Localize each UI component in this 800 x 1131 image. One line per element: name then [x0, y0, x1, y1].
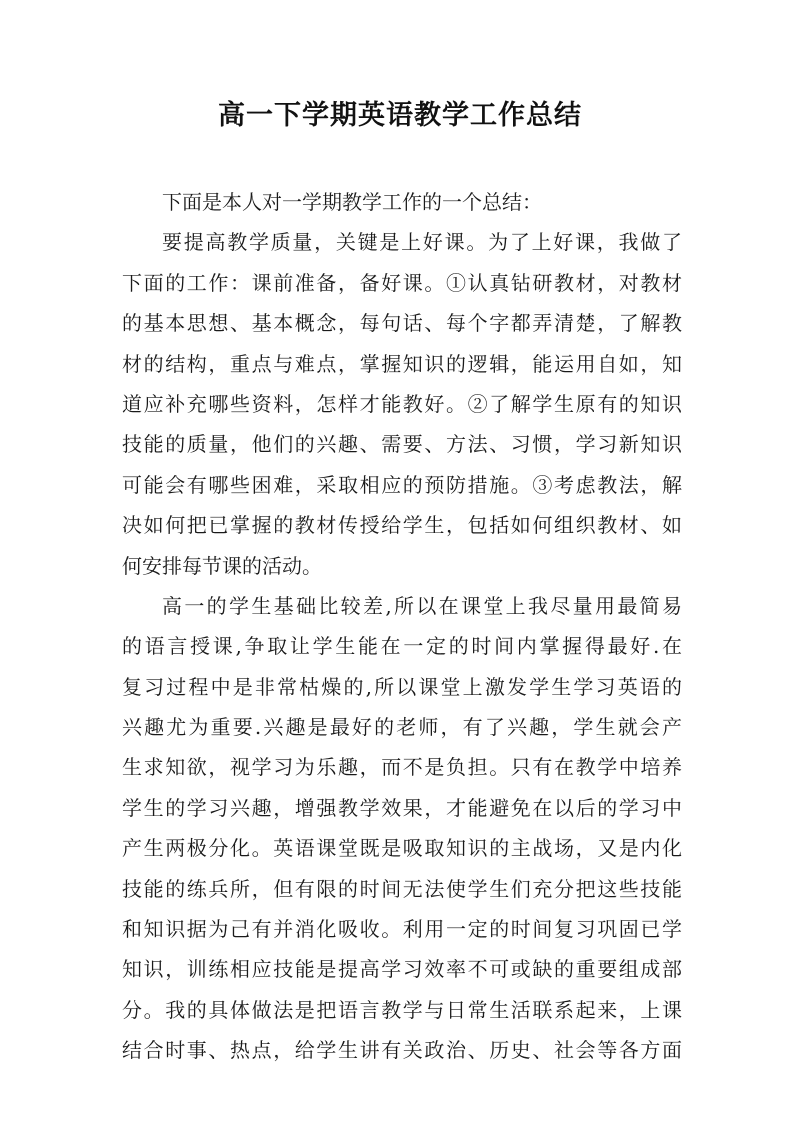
paragraph-3-line: 产生两极分化。英语课堂既是吸取知识的主战场，又是内化	[122, 836, 682, 861]
paragraph-2-line: 可能会有哪些困难，采取相应的预防措施。③考虑教法，解	[122, 472, 682, 497]
paragraph-2-line: 下面的工作：课前准备，备好课。①认真钻研教材，对教材	[122, 270, 682, 295]
paragraph-2-line: 材的结构，重点与难点，掌握知识的逻辑，能运用自如，知	[122, 351, 682, 376]
paragraph-3-line: 知识，训练相应技能是提高学习效率不可或缺的重要组成部	[122, 957, 682, 982]
paragraph-3-line: 兴趣尤为重要.兴趣是最好的老师，有了兴趣，学生就会产	[122, 715, 682, 740]
document-title: 高一下学期英语教学工作总结	[218, 100, 582, 131]
paragraph-3-line: 复习过程中是非常枯燥的,所以课堂上激发学生学习英语的	[122, 674, 682, 699]
paragraph-3-line: 生求知欲，视学习为乐趣，而不是负担。只有在教学中培养	[122, 755, 682, 780]
paragraph-3-line: 学生的学习兴趣，增强教学效果，才能避免在以后的学习中	[122, 795, 682, 820]
paragraph-3-line: 高一的学生基础比较差,所以在课堂上我尽量用最简易	[162, 593, 682, 618]
paragraph-2-line: 决如何把已掌握的教材传授给学生，包括如何组织教材、如	[122, 513, 682, 538]
paragraph-2-line: 技能的质量，他们的兴趣、需要、方法、习惯，学习新知识	[122, 432, 682, 457]
paragraph-2-line: 要提高教学质量，关键是上好课。为了上好课，我做了	[162, 230, 682, 255]
paragraph-3-line: 结合时事、热点，给学生讲有关政治、历史、社会等各方面	[122, 1038, 682, 1063]
paragraph-3-line: 技能的练兵所，但有限的时间无法使学生们充分把这些技能	[122, 876, 682, 901]
paragraph-2-line: 的基本思想、基本概念，每句话、每个字都弄清楚，了解教	[122, 311, 682, 336]
paragraph-3-line: 和知识据为己有并消化吸收。利用一定的时间复习巩固已学	[122, 917, 682, 942]
paragraph-3-line: 分。我的具体做法是把语言教学与日常生活联系起来，上课	[122, 997, 682, 1022]
paragraph-3-line: 的语言授课,争取让学生能在一定的时间内掌握得最好.在	[122, 634, 682, 659]
paragraph-2-line: 何安排每节课的活动。	[122, 553, 322, 578]
paragraph-1-line: 下面是本人对一学期教学工作的一个总结：	[162, 190, 542, 214]
paragraph-2-line: 道应补充哪些资料，怎样才能教好。②了解学生原有的知识	[122, 391, 682, 416]
document-body	[122, 182, 682, 1071]
